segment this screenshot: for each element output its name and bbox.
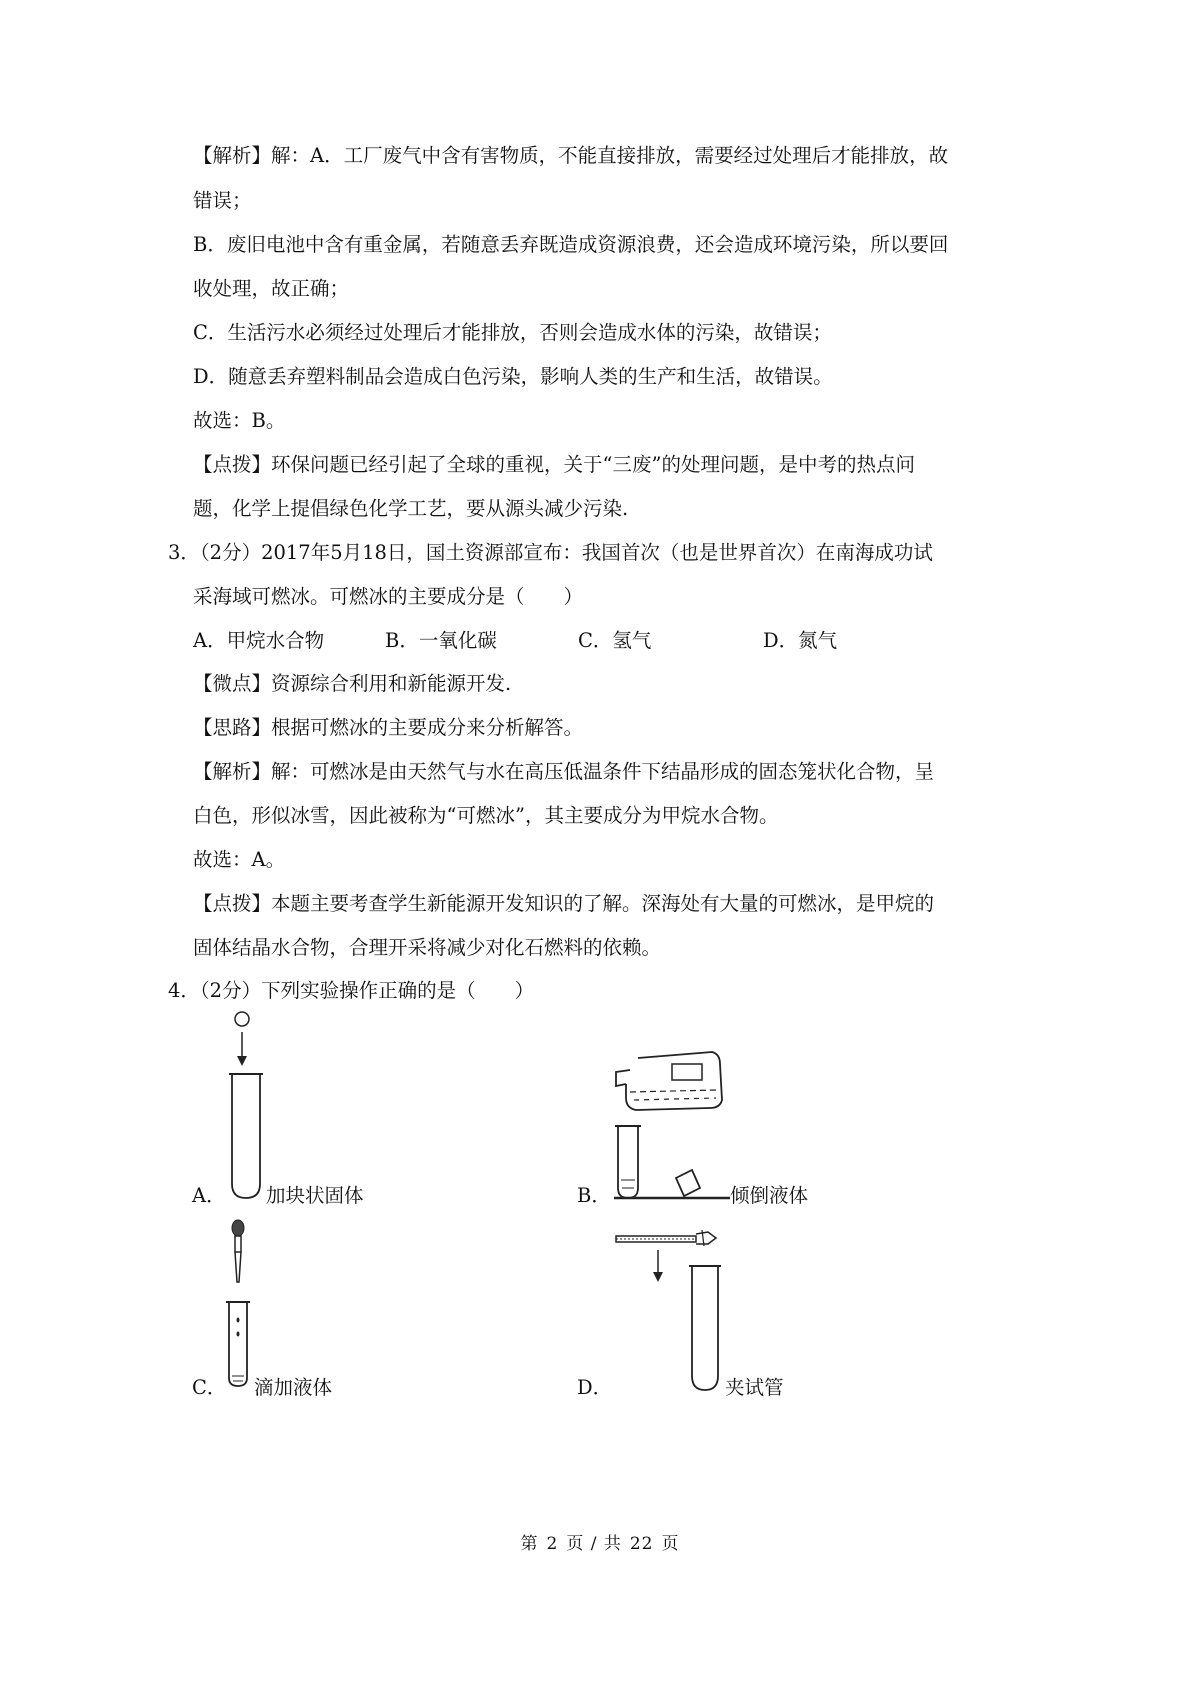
figure-b-pour-liquid: [612, 1048, 732, 1208]
q3-analysis-line1: 【解析】解：可燃冰是由天然气与水在高压低温条件下结晶形成的固态笼状化合物，呈: [193, 760, 935, 783]
test-tube-icon: [615, 1126, 641, 1198]
q3-tip-line1: 【点拨】本题主要考查学生新能源开发知识的了解。深海处有大量的可燃冰，是甲烷的: [193, 892, 935, 915]
solid-block-icon: [235, 1012, 249, 1026]
figure-d-clamp-tube: [612, 1226, 722, 1396]
footer-page-number: 2: [546, 1534, 559, 1554]
q2-option-b-line1: B．废旧电池中含有重金属，若随意丢弃既造成资源浪费，还会造成环境污染，所以要回: [193, 233, 949, 256]
q4-option-b-letter: B．: [577, 1184, 611, 1207]
q2-option-d: D．随意丢弃塑料制品会造成白色污染，影响人类的生产和生活，故错误。: [193, 365, 833, 388]
q4-option-d-caption: 夹试管: [725, 1376, 784, 1399]
test-tube-holder-icon: [616, 1230, 716, 1246]
test-tube-icon: [226, 1302, 250, 1386]
q2-tip-line2: 题，化学上提倡绿色化学工艺，要从源头减少污染.: [193, 497, 629, 520]
q2-tip-line1: 【点拨】环保问题已经引起了全球的重视，关于“三废”的处理问题，是中考的热点问: [193, 453, 915, 476]
q4-stem: 4．（2分）下列实验操作正确的是（ ）: [168, 979, 535, 1002]
test-tube-icon: [232, 1074, 260, 1198]
q3-analysis-line2: 白色，形似冰雪，因此被称为“可燃冰”，其主要成分为甲烷水合物。: [193, 804, 779, 827]
footer-prefix: 第: [520, 1534, 539, 1554]
q3-option-d: D．氮气: [763, 629, 838, 652]
q2-answer: 故选：B。: [193, 409, 286, 432]
bottle-stopper-icon: [676, 1170, 700, 1196]
q4-option-c-letter: C．: [192, 1376, 227, 1399]
dropper-icon: [232, 1220, 244, 1282]
q3-tip-line2: 固体结晶水合物，合理开采将减少对化石燃料的依赖。: [193, 936, 662, 959]
q4-option-c-caption: 滴加液体: [254, 1376, 333, 1399]
q3-option-c: C．氢气: [578, 629, 652, 652]
q3-stem-line2: 采海域可燃冰。可燃冰的主要成分是（ ）: [193, 585, 584, 608]
test-tube-icon: [689, 1266, 721, 1390]
q3-answer: 故选：A。: [193, 848, 286, 871]
q2-option-b-line2: 收处理，故正确；: [193, 277, 350, 300]
q3-point: 【微点】资源综合利用和新能源开发.: [193, 672, 512, 695]
q3-option-a: A．甲烷水合物: [193, 629, 325, 652]
q2-option-c: C．生活污水必须经过处理后才能排放，否则会造成水体的污染，故错误；: [193, 321, 832, 344]
q3-option-b: B．一氧化碳: [385, 629, 497, 652]
footer-total-pages: 22: [629, 1534, 654, 1554]
footer-mid: 页 / 共: [566, 1534, 622, 1554]
q4-option-d-letter: D．: [577, 1376, 613, 1399]
page-footer: [0, 1532, 1200, 1556]
q3-stem-line1: 3．（2分）2017年5月18日，国土资源部宣布：我国首次（也是世界首次）在南海成功试: [168, 541, 933, 564]
footer-suffix: 页: [661, 1534, 680, 1554]
q3-idea: 【思路】根据可燃冰的主要成分来分析解答。: [193, 716, 584, 739]
figure-a-add-solid: [220, 1008, 270, 1204]
q4-option-a-letter: A．: [192, 1184, 226, 1207]
q2-analysis-line1: 【解析】解：A．工厂废气中含有害物质，不能直接排放，需要经过处理后才能排放，故: [193, 144, 949, 167]
q2-analysis-line2: 错误；: [193, 189, 252, 212]
q4-option-b-caption: 倾倒液体: [730, 1184, 809, 1207]
figure-c-drop-liquid: [222, 1218, 262, 1390]
reagent-bottle-icon: [616, 1052, 722, 1110]
q4-option-a-caption: 加块状固体: [266, 1184, 364, 1207]
